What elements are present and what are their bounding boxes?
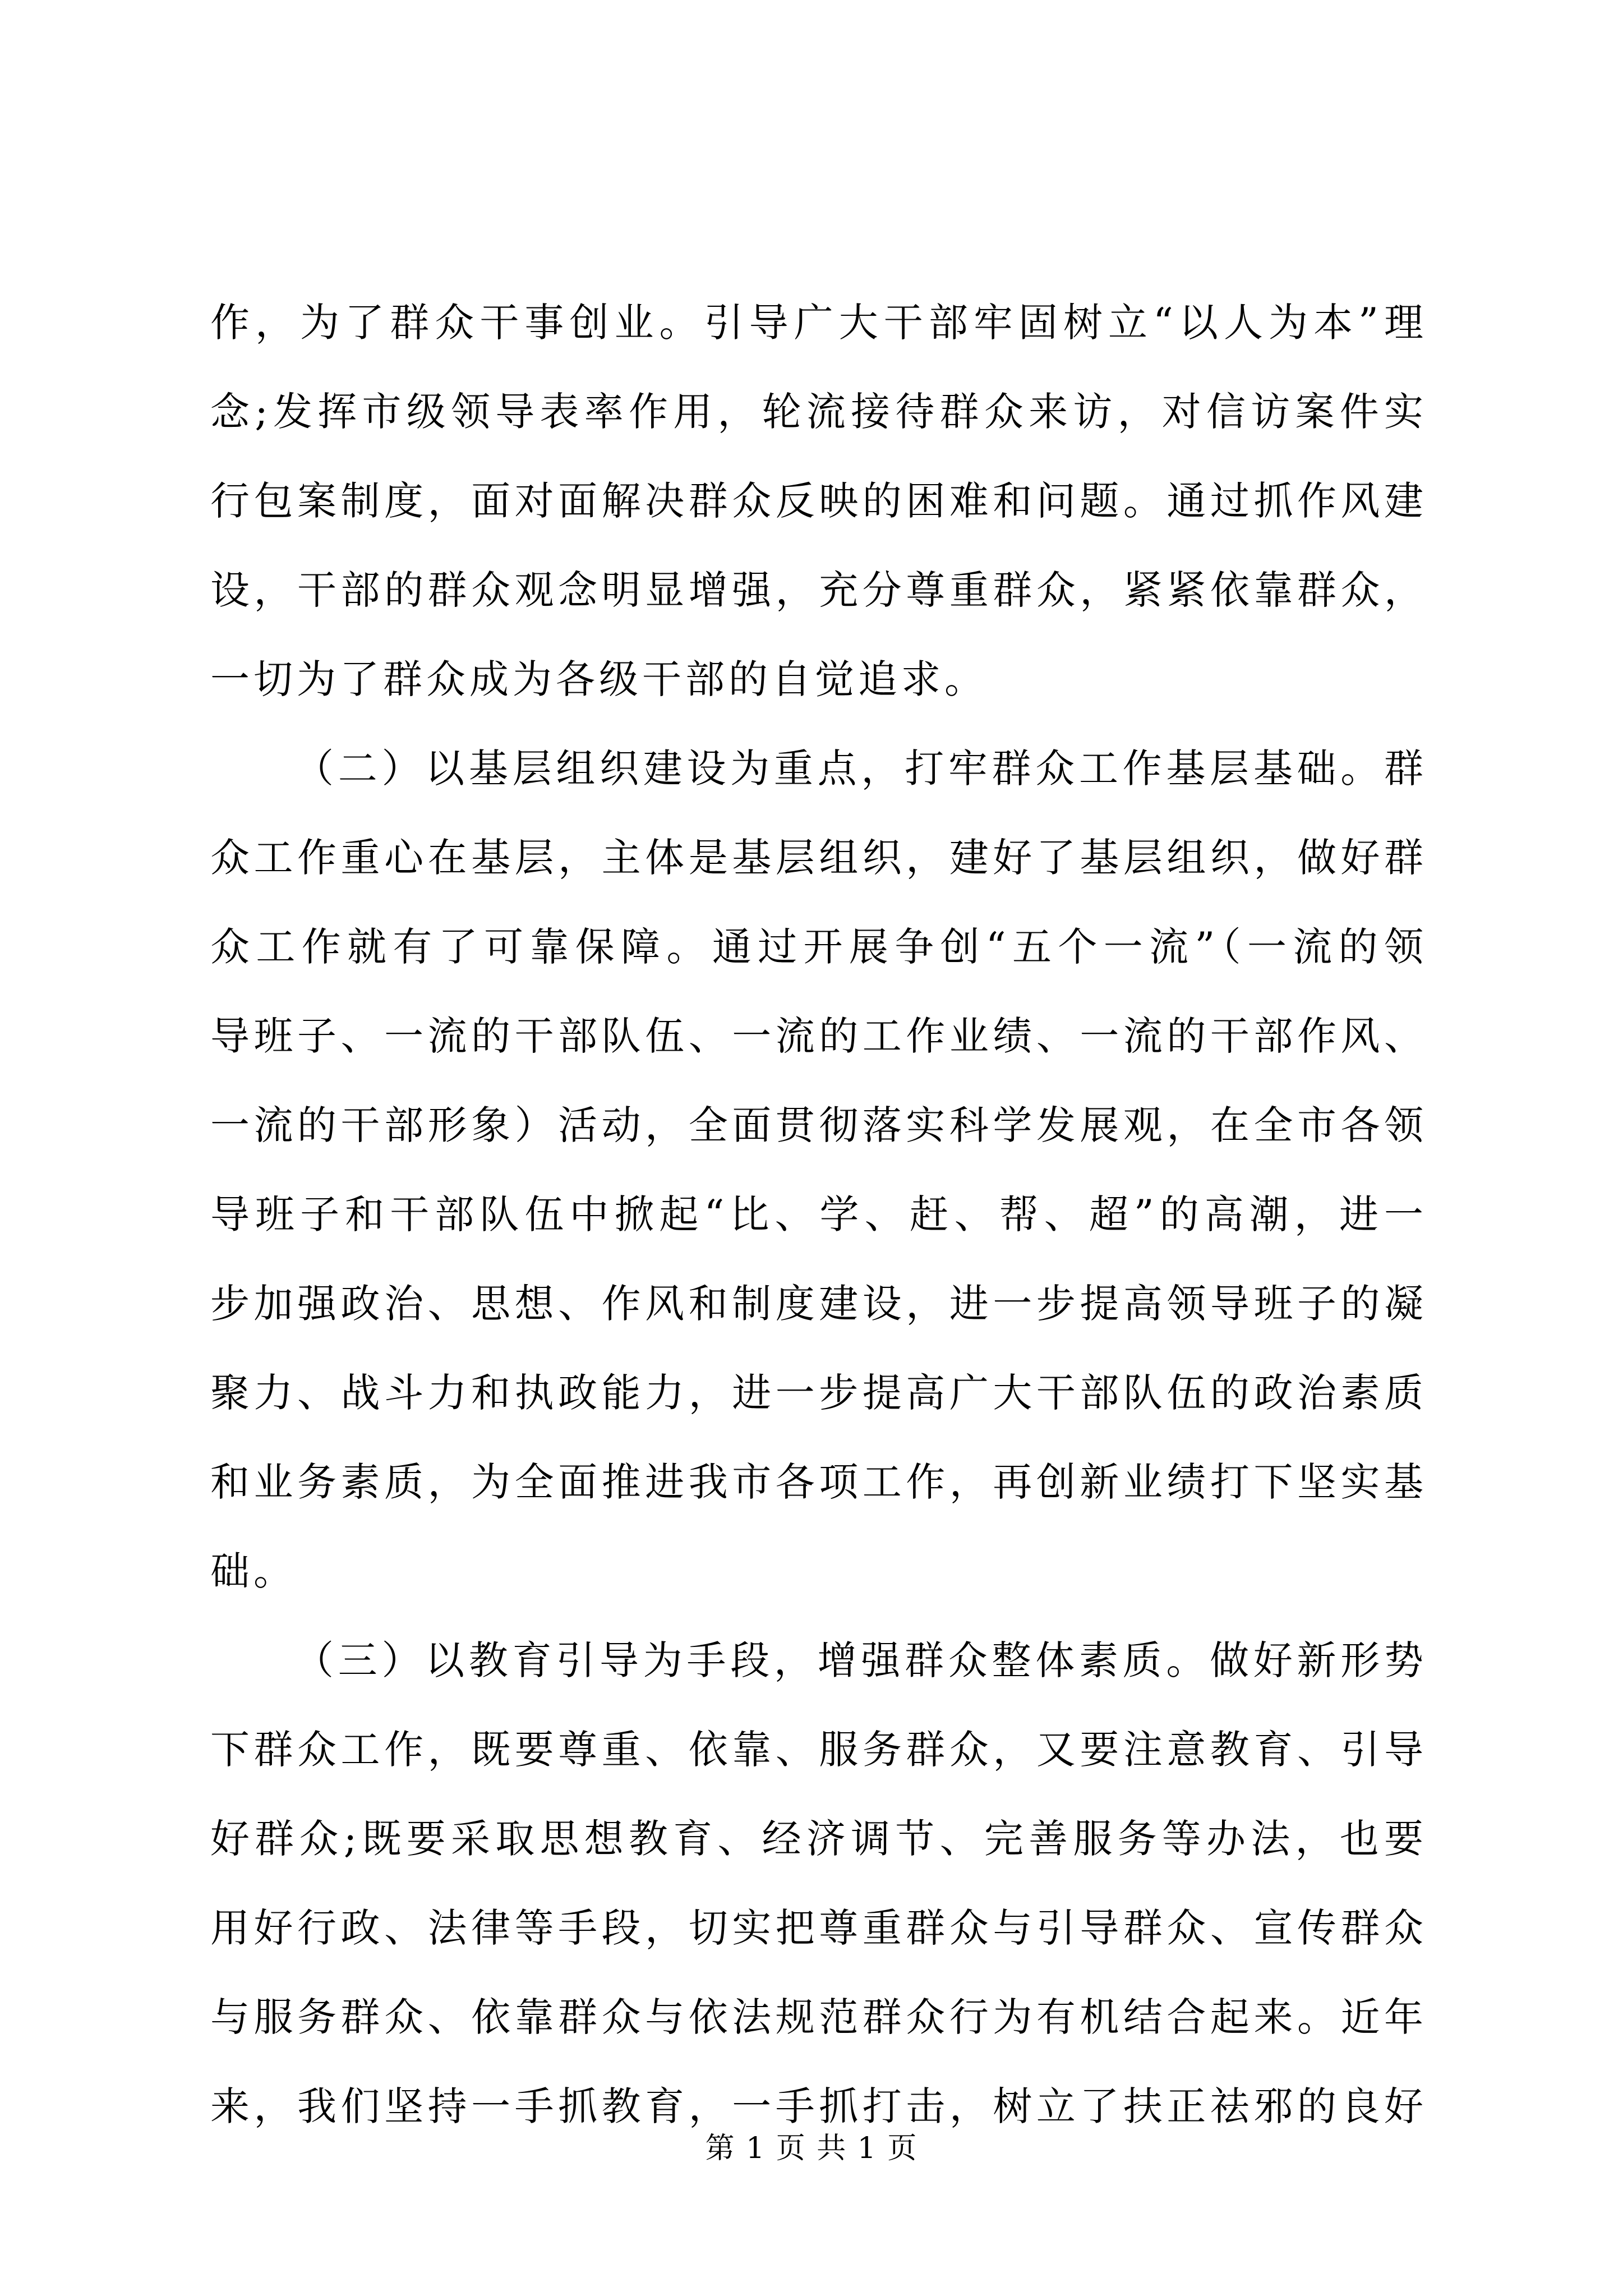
text-line-1: 作，为了群众干事创业。引导广大干部牢固树立“以人为本”理 — [210, 300, 1427, 346]
text-line-21: 来，我们坚持一手抓教育，一手抓打击，树立了扶正祛邪的良好 — [210, 2083, 1427, 2129]
paragraph-heading-2: （二）以基层组织建设为重点，打牢群众工作基层基础。群 — [294, 746, 1427, 792]
text-line-18: 好群众;既要采取思想教育、经济调节、完善服务等办法，也要 — [210, 1816, 1427, 1862]
text-line-8: 众工作就有了可靠保障。通过开展争创“五个一流”（一流的领 — [210, 924, 1427, 970]
text-line-10: 一流的干部形象）活动，全面贯彻落实科学发展观，在全市各领 — [210, 1102, 1427, 1148]
text-line-7: 众工作重心在基层，主体是基层组织，建好了基层组织，做好群 — [210, 835, 1427, 881]
text-line-20: 与服务群众、依靠群众与依法规范群众行为有机结合起来。近年 — [210, 1994, 1427, 2040]
text-line-12: 步加强政治、思想、作风和制度建设，进一步提高领导班子的凝 — [210, 1281, 1427, 1327]
text-line-11: 导班子和干部队伍中掀起“比、学、赶、帮、超”的高潮，进一 — [210, 1191, 1427, 1237]
text-line-5: 一切为了群众成为各级干部的自觉追求。 — [210, 656, 988, 702]
text-line-4: 设，干部的群众观念明显增强，充分尊重群众，紧紧依靠群众， — [210, 567, 1427, 613]
paragraph-heading-3: （三）以教育引导为手段，增强群众整体素质。做好新形势 — [294, 1637, 1427, 1683]
text-line-3: 行包案制度，面对面解决群众反映的困难和问题。通过抓作风建 — [210, 478, 1427, 524]
text-line-9: 导班子、一流的干部队伍、一流的工作业绩、一流的干部作风、 — [210, 1013, 1427, 1059]
text-line-13: 聚力、战斗力和执政能力，进一步提高广大干部队伍的政治素质 — [210, 1370, 1427, 1416]
text-line-14: 和业务素质，为全面推进我市各项工作，再创新业绩打下坚实基 — [210, 1459, 1427, 1505]
page-footer: 第 1 页 共 1 页 — [705, 2132, 918, 2165]
text-line-17: 下群众工作，既要尊重、依靠、服务群众，又要注意教育、引导 — [210, 1727, 1427, 1773]
text-line-2: 念;发挥市级领导表率作用，轮流接待群众来访，对信访案件实 — [210, 389, 1427, 435]
text-line-19: 用好行政、法律等手段，切实把尊重群众与引导群众、宣传群众 — [210, 1905, 1427, 1951]
text-line-15: 础。 — [210, 1548, 297, 1594]
